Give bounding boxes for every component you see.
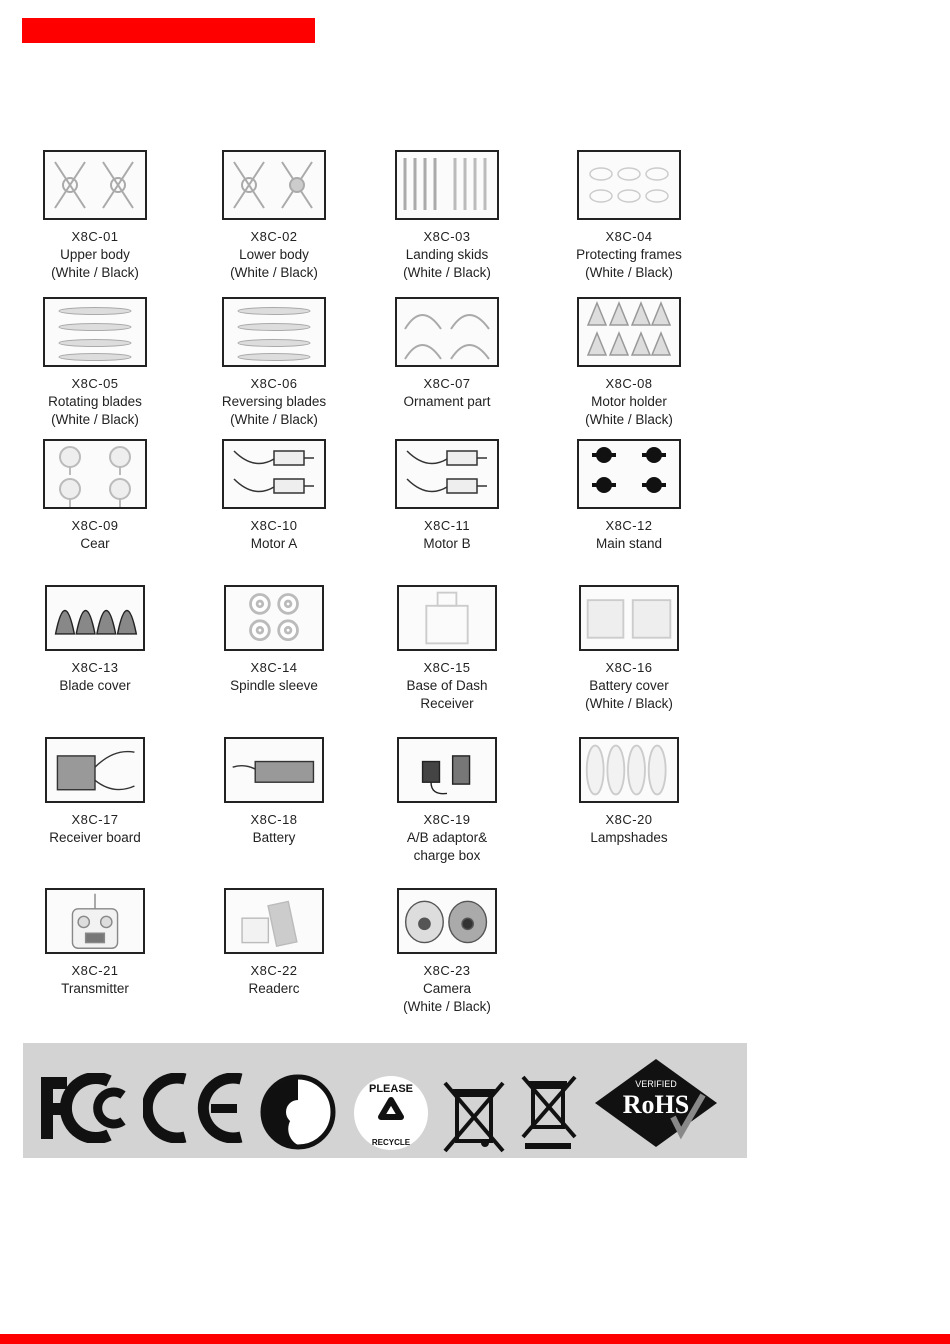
- part-code: X8C-03: [423, 229, 471, 244]
- part-name: Motor B: [423, 536, 471, 551]
- part-item: [362, 150, 532, 282]
- part-variant: (White / Black): [403, 999, 491, 1014]
- ce-mark-icon: [143, 1073, 248, 1143]
- part-variant: (White / Black): [51, 412, 139, 427]
- part-item: [189, 888, 359, 998]
- part-variant: charge box: [413, 848, 481, 863]
- part-name: Spindle sleeve: [230, 678, 318, 693]
- part-code: X8C-08: [605, 376, 653, 391]
- part-code: X8C-06: [250, 376, 298, 391]
- part-name: Transmitter: [61, 981, 129, 996]
- part-item: [10, 297, 180, 429]
- part-item: [362, 297, 532, 411]
- part-name: Battery: [252, 830, 296, 845]
- part-code: X8C-01: [71, 229, 119, 244]
- weee-bin-icon: [441, 1079, 507, 1155]
- part-code: X8C-12: [605, 518, 653, 533]
- part-item: [544, 150, 714, 282]
- part-name: Blade cover: [59, 678, 131, 693]
- part-name: Motor holder: [591, 394, 667, 409]
- part-code: X8C-15: [423, 660, 471, 675]
- part-code: X8C-13: [71, 660, 119, 675]
- part-name: Cear: [80, 536, 110, 551]
- part-name: Main stand: [595, 536, 663, 551]
- footer-accent-bar: [0, 1334, 950, 1344]
- rohs-verified-text: VERIFIED: [635, 1079, 677, 1089]
- part-variant: (White / Black): [585, 412, 673, 427]
- part-code: X8C-10: [250, 518, 298, 533]
- part-item: [10, 888, 180, 998]
- part-name: Motor A: [250, 536, 298, 551]
- part-item: [362, 888, 532, 1016]
- part-name: Landing skids: [405, 247, 489, 262]
- part-name: Battery cover: [589, 678, 669, 693]
- part-image: [577, 150, 681, 220]
- rohs-verified-icon: [593, 1057, 719, 1149]
- part-code: X8C-20: [605, 812, 653, 827]
- part-image: [395, 297, 499, 367]
- part-name: Camera: [422, 981, 471, 996]
- part-image: [577, 297, 681, 367]
- part-name: Lampshades: [590, 830, 668, 845]
- part-image: [397, 888, 497, 954]
- part-name: Lower body: [239, 247, 309, 262]
- certification-band: [23, 1043, 747, 1158]
- part-variant: (White / Black): [230, 412, 318, 427]
- part-image: [222, 150, 326, 220]
- weee-bin-bar-icon: [519, 1073, 579, 1153]
- part-code: X8C-02: [250, 229, 298, 244]
- part-image: [579, 585, 679, 651]
- part-code: X8C-11: [423, 518, 471, 533]
- part-image: [222, 439, 326, 509]
- part-code: X8C-17: [71, 812, 119, 827]
- part-code: X8C-22: [250, 963, 298, 978]
- part-item: [189, 585, 359, 695]
- part-image: [45, 888, 145, 954]
- part-name: Ornament part: [403, 394, 491, 409]
- part-item: [10, 439, 180, 553]
- part-name: Receiver board: [49, 830, 141, 845]
- part-code: X8C-09: [71, 518, 119, 533]
- part-image: [224, 737, 324, 803]
- part-name: Upper body: [60, 247, 130, 262]
- part-image: [45, 585, 145, 651]
- part-item: [10, 737, 180, 847]
- green-dot-icon: [259, 1073, 337, 1151]
- please-recycle-icon: [351, 1073, 431, 1153]
- part-code: X8C-07: [423, 376, 471, 391]
- part-image: [43, 297, 147, 367]
- part-image: [395, 150, 499, 220]
- part-item: [10, 585, 180, 695]
- part-item: [544, 737, 714, 847]
- part-variant: (White / Black): [403, 265, 491, 280]
- part-name: Readerc: [248, 981, 300, 996]
- part-code: X8C-23: [423, 963, 471, 978]
- part-item: [10, 150, 180, 282]
- part-name: Base of Dash: [406, 678, 488, 693]
- part-code: X8C-14: [250, 660, 298, 675]
- part-item: [362, 737, 532, 865]
- part-item: [362, 585, 532, 713]
- part-variant: Receiver: [420, 696, 474, 711]
- part-name: Reversing blades: [221, 394, 327, 409]
- part-code: X8C-04: [605, 229, 653, 244]
- part-name: Protecting frames: [576, 247, 682, 262]
- please-recycle-top-text: PLEASE: [368, 1083, 414, 1095]
- part-name: Rotating blades: [48, 394, 142, 409]
- part-image: [397, 585, 497, 651]
- part-image: [577, 439, 681, 509]
- part-image: [224, 585, 324, 651]
- part-variant: (White / Black): [230, 265, 318, 280]
- part-item: [189, 297, 359, 429]
- part-item: [544, 439, 714, 553]
- part-item: [189, 150, 359, 282]
- part-item: [362, 439, 532, 553]
- part-item: [189, 439, 359, 553]
- part-name: A/B adaptor&: [406, 830, 488, 845]
- part-image: [579, 737, 679, 803]
- part-image: [395, 439, 499, 509]
- part-item: [544, 297, 714, 429]
- part-code: X8C-16: [605, 660, 653, 675]
- part-code: X8C-19: [423, 812, 471, 827]
- part-image: [224, 888, 324, 954]
- part-image: [45, 737, 145, 803]
- part-code: X8C-18: [250, 812, 298, 827]
- please-recycle-bottom-text: RECYCLE: [371, 1138, 411, 1147]
- part-image: [43, 150, 147, 220]
- part-item: [544, 585, 714, 713]
- rohs-label-text: RoHS: [622, 1090, 690, 1119]
- fcc-logo-icon: [37, 1073, 131, 1143]
- part-code: X8C-21: [71, 963, 119, 978]
- part-item: [189, 737, 359, 847]
- part-code: X8C-05: [71, 376, 119, 391]
- part-image: [222, 297, 326, 367]
- part-image: [397, 737, 497, 803]
- header-accent-bar: [22, 18, 315, 43]
- part-variant: (White / Black): [585, 696, 673, 711]
- part-variant: (White / Black): [51, 265, 139, 280]
- part-image: [43, 439, 147, 509]
- part-variant: (White / Black): [585, 265, 673, 280]
